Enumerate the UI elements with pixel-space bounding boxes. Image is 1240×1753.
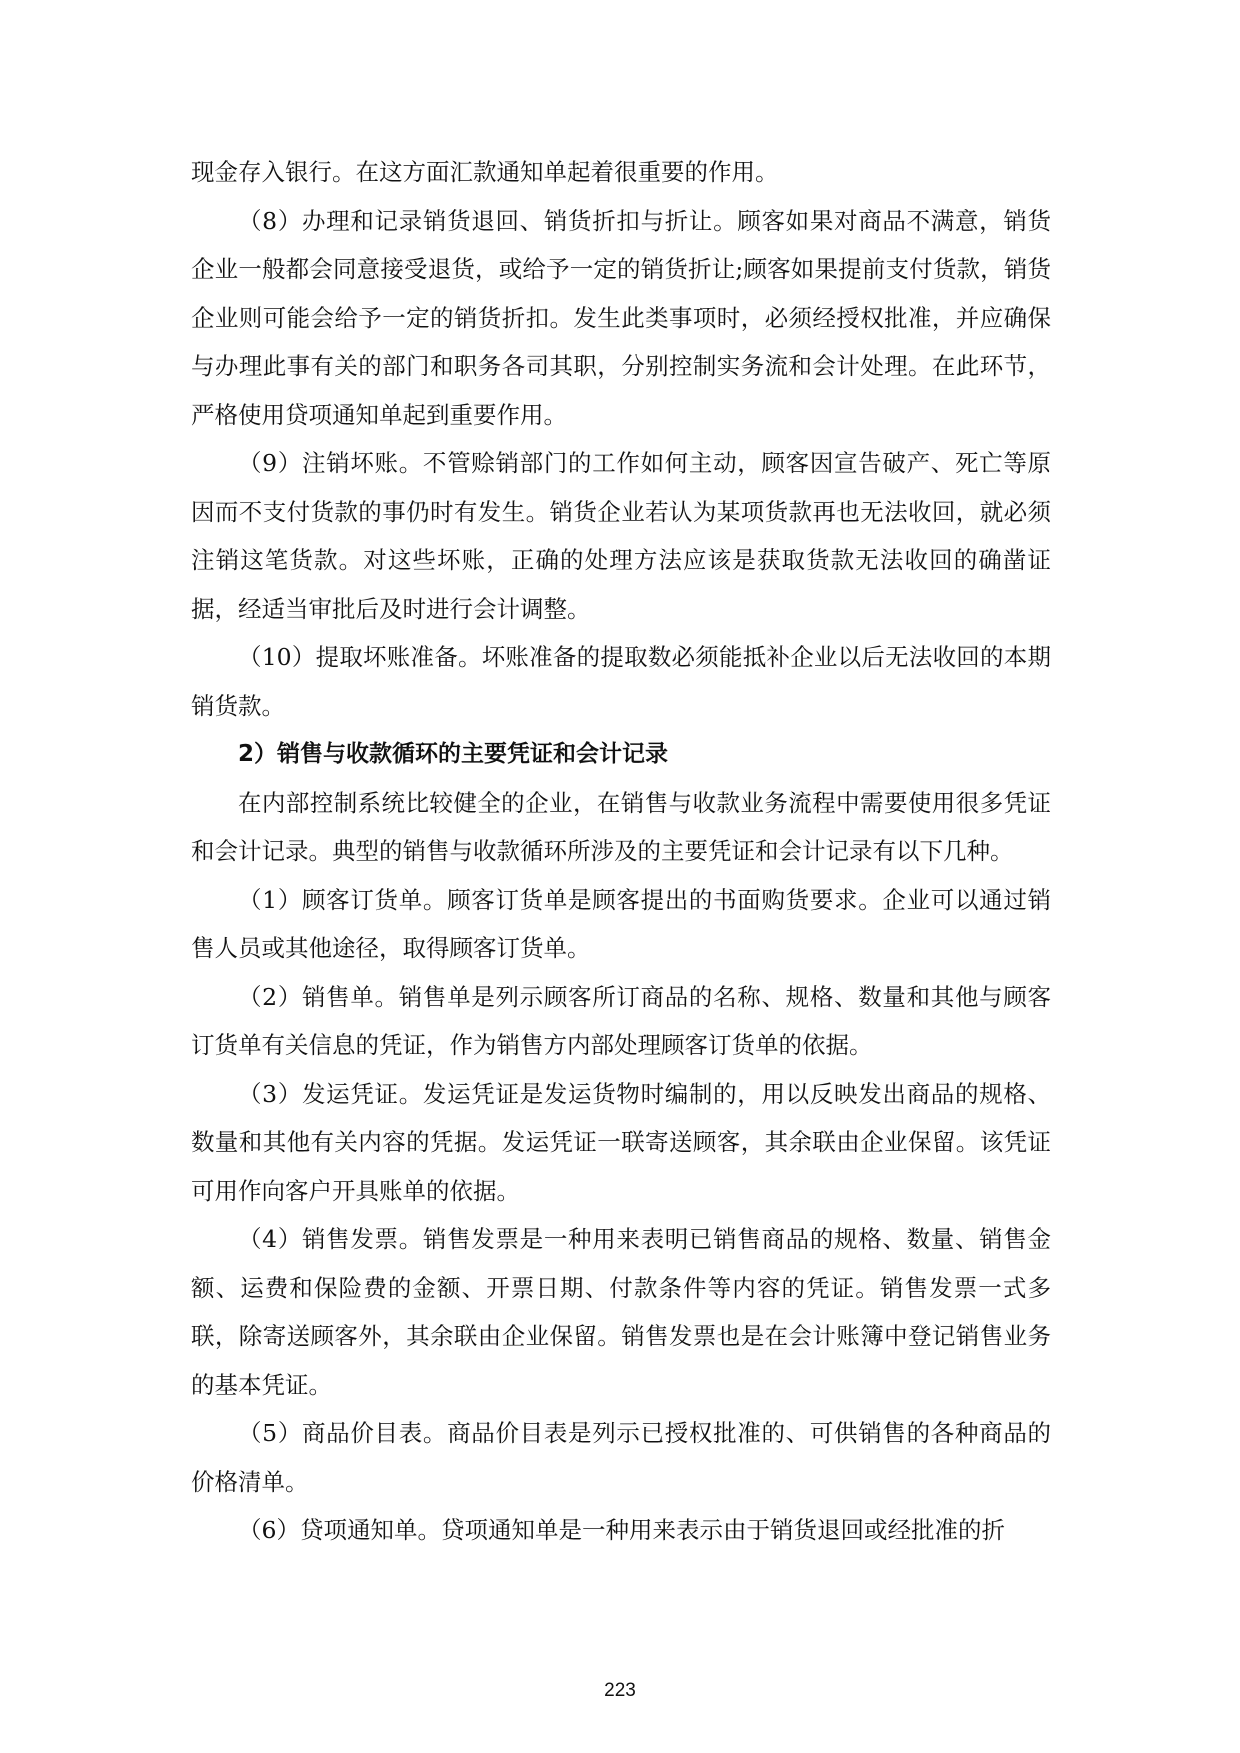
paragraph-item-2-sales-order: （2）销售单。销售单是列示顾客所订商品的名称、规格、数量和其他与顾客订货单有关信息的凭证，作为销售方内部处理顾客订货单的依据。 bbox=[191, 982, 1051, 1059]
paragraph-item-6-credit-memo: （6）贷项通知单。贷项通知单是一种用来表示由于销货退回或经批准的折 bbox=[238, 1516, 1005, 1544]
paragraph-continuation: 现金存入银行。在这方面汇款通知单起着很重要的作用。 bbox=[191, 158, 779, 186]
paragraph-item-3-shipping-document: （3）发运凭证。发运凭证是发运货物时编制的，用以反映发出商品的规格、数量和其他有关内容的凭据。发运凭证一联寄送顾客，其余联由企业保留。该凭证可用作向客户开具账单的依据。 bbox=[191, 1079, 1051, 1205]
page-body bbox=[191, 148, 1051, 1555]
section-heading: 2）销售与收款循环的主要凭证和会计记录 bbox=[238, 741, 669, 767]
paragraph-item-4-sales-invoice: （4）销售发票。销售发票是一种用来表明已销售商品的规格、数量、销售金额、运费和保险费的金额、开票日期、付款条件等内容的凭证。销售发票一式多联，除寄送顾客外，其余联由企业保留。销售发票也是在会计账簿中登记销售业务的基本凭证。 bbox=[191, 1225, 1051, 1399]
paragraph-section-intro: 在内部控制系统比较健全的企业，在销售与收款业务流程中需要使用很多凭证和会计记录。典型的销售与收款循环所涉及的主要凭证和会计记录有以下几种。 bbox=[191, 788, 1051, 865]
paragraph-item-1-customer-order: （1）顾客订货单。顾客订货单是顾客提出的书面购货要求。企业可以通过销售人员或其他途径，取得顾客订货单。 bbox=[191, 885, 1051, 962]
paragraph-item-8-returns-discounts: （8）办理和记录销货退回、销货折扣与折让。顾客如果对商品不满意，销货企业一般都会同意接受退货，或给予一定的销货折让;顾客如果提前支付货款，销货企业则可能会给予一定的销货折扣。发生此类事项时，必须经授权批准，并应确保与办理此事有关的部门和职务各司其职，分别控制实务流和会计处理。在此环节，严格使用贷项通知单起到重要作用。 bbox=[191, 206, 1051, 429]
paragraph-item-10-bad-debt-provision: （10）提取坏账准备。坏账准备的提取数必须能抵补企业以后无法收回的本期销货款。 bbox=[191, 643, 1051, 720]
page-number: 223 bbox=[604, 1680, 636, 1701]
paragraph-item-5-price-list: （5）商品价目表。商品价目表是列示已授权批准的、可供销售的各种商品的价格清单。 bbox=[191, 1419, 1051, 1496]
paragraph-item-9-write-off-bad-debts: （9）注销坏账。不管赊销部门的工作如何主动，顾客因宣告破产、死亡等原因而不支付货款的事仍时有发生。销货企业若认为某项货款再也无法收回，就必须注销这笔货款。对这些坏账，正确的处理方法应该是获取货款无法收回的确凿证据，经适当审批后及时进行会计调整。 bbox=[191, 449, 1051, 623]
